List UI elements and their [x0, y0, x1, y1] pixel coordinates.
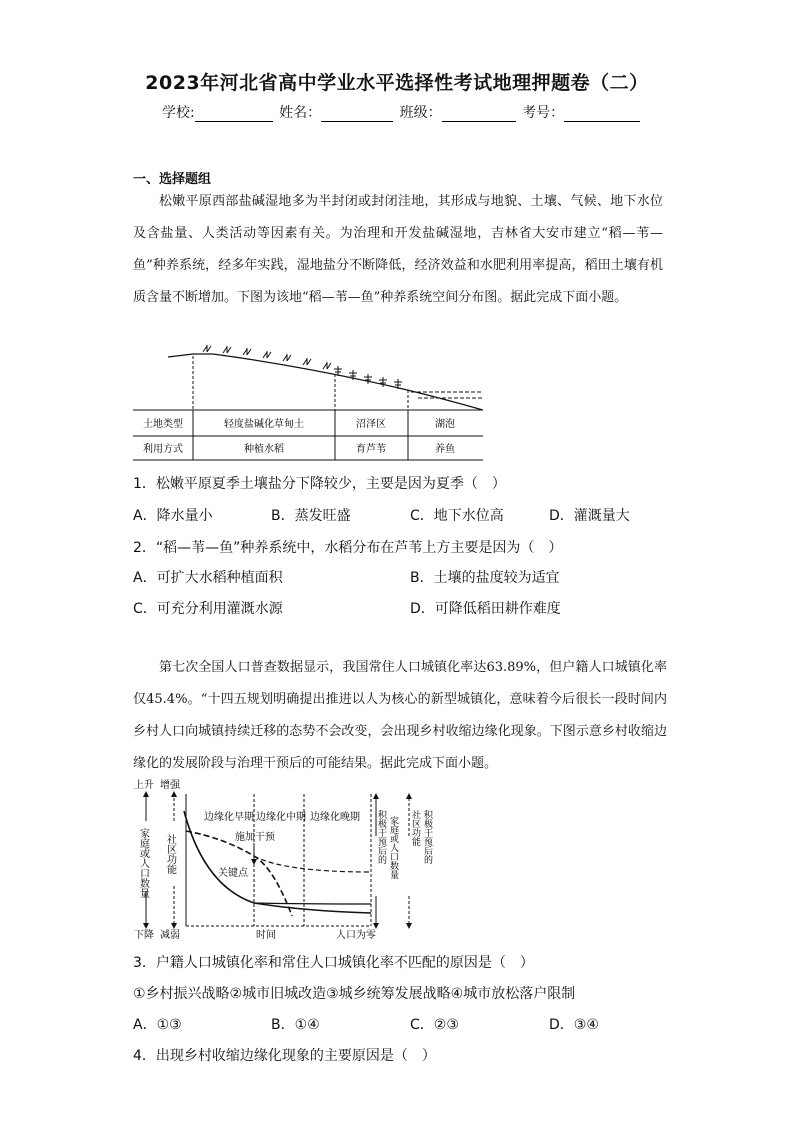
passage-2-text: 第七次全国人口普查数据显示，我国常住人口城镇化率达63.89%，但户籍人口城镇化率仅45.4%。“十四五规划明确提出推进以人为核心的新型城镇化，意味着今后很长一段时间内乡村人口向城镇持续迁移的态势不会改变，会出现乡村收缩边缘化现象。下图示意乡村收缩边缘化的发展阶段与治理干预后的可能结果。据此完成下面小题。: [133, 660, 667, 771]
number-label: 考号：: [522, 105, 565, 121]
cell-use-3: 养鱼: [435, 444, 455, 455]
question-4-stem: 4．出现乡村收缩边缘化现象的主要原因是（ ）: [133, 1048, 436, 1064]
section-heading: 一、选择题组: [133, 172, 212, 187]
right-label-2: 社区功能: [410, 810, 420, 846]
q3-option-b[interactable]: B．①④: [271, 1017, 320, 1033]
q3-option-c[interactable]: C．②③: [410, 1017, 459, 1033]
label-fall: 下降: [134, 930, 154, 941]
cell-land-3: 湖泡: [435, 419, 455, 430]
row-label-land-type: 土地类型: [143, 419, 183, 430]
stage-middle: 边缘化中期: [256, 812, 306, 823]
passage-1: [133, 186, 663, 314]
stage-early: 边缘化早期: [204, 812, 254, 823]
q2-option-d[interactable]: D．可降低稻田耕作难度: [410, 601, 561, 617]
right-label-1: 积极干预后的: [376, 810, 386, 864]
label-weaken: 减弱: [160, 930, 180, 941]
q1-option-d[interactable]: D．灌溉量大: [549, 508, 630, 524]
figure-rice-reed-fish: [133, 344, 483, 462]
terrain-slope-line: [168, 354, 483, 410]
q3-option-d[interactable]: D．③④: [549, 1017, 599, 1033]
class-label: 班级：: [399, 105, 442, 121]
question-1-stem: 1．松嫩平原夏季土壤盐分下降较少，主要是因为夏季（ ）: [133, 476, 506, 492]
q2-option-c[interactable]: C．可充分利用灌溉水源: [133, 601, 283, 617]
q1-option-b[interactable]: B．蒸发旺盛: [271, 508, 351, 524]
label-population-zero: 人口为零: [336, 930, 376, 941]
population-curve: [184, 811, 371, 913]
label-intervene: 施加干预: [235, 832, 275, 843]
cell-use-1: 种植水稻: [244, 444, 284, 455]
figure-rural-shrinkage: [134, 776, 434, 946]
stage-late: 边缘化晚期: [310, 812, 360, 823]
row-label-use: 利用方式: [143, 444, 183, 455]
right-label-1b: 家庭或人口数量: [388, 816, 398, 879]
right-label-2b: 积极干预后的: [422, 810, 432, 864]
name-field[interactable]: [321, 107, 393, 122]
passage-1-text: 松嫩平原西部盐碱湿地多为半封闭或封闭洼地，其形成与地貌、土壤、气候、地下水位及含盐量、人类活动等因素有关。为治理和开发盐碱湿地，吉林省大安市建立“稻—苇—鱼”种养系统，经多年实践，湿地盐分不断降低，经济效益和水肥利用率提高，稻田土壤有机质含量不断增加。下图为该地“稻—苇—鱼”种养系统空间分布图。据此完成下面小题。: [133, 194, 663, 305]
land-use-table: [133, 410, 483, 460]
class-field[interactable]: [442, 107, 516, 122]
intervened-community-curve: [254, 856, 371, 872]
q1-option-a[interactable]: A．降水量小: [133, 508, 213, 524]
y-axis-community: 社区功能: [164, 834, 176, 874]
student-info-line: [162, 102, 642, 122]
label-key-point: 关键点: [218, 868, 248, 879]
question-3-stem: 3．户籍人口城镇化率和常住人口城镇化率不匹配的原因是（ ）: [133, 955, 534, 971]
q2-option-b[interactable]: B．土壤的盐度较为适宜: [410, 570, 560, 586]
reed-plant-icons: [334, 366, 402, 389]
question-2-stem: 2．“稻—苇—鱼”种养系统中，水稻分布在芦苇上方主要是因为（ ）: [133, 540, 563, 556]
cell-land-2: 沼泽区: [356, 419, 386, 430]
x-axis-time: 时间: [256, 930, 276, 941]
cell-use-2: 育芦苇: [356, 444, 386, 455]
passage-2: [133, 652, 667, 780]
y-axis-population: 家庭或人口数量: [137, 828, 149, 898]
school-label: 学校:: [162, 105, 195, 121]
intervened-population-curve: [254, 903, 371, 904]
q2-option-a[interactable]: A．可扩大水稻种植面积: [133, 570, 283, 586]
name-label: 姓名：: [279, 105, 322, 121]
cell-land-1: 轻度盐碱化草甸土: [224, 419, 304, 430]
question-3-items: ①乡村振兴战略②城市旧城改造③城乡统筹发展战略④城市放松落户限制: [133, 986, 576, 1002]
q3-option-a[interactable]: A．①③: [133, 1017, 182, 1033]
label-strengthen: 增强: [160, 780, 180, 791]
number-field[interactable]: [564, 107, 640, 122]
exam-title: 2023年河北省高中学业水平选择性考试地理押题卷（二）: [145, 72, 649, 94]
label-rise: 上升: [134, 780, 154, 791]
rice-plant-icons: [203, 345, 331, 369]
q1-option-c[interactable]: C．地下水位高: [410, 508, 504, 524]
school-field[interactable]: [195, 107, 273, 122]
